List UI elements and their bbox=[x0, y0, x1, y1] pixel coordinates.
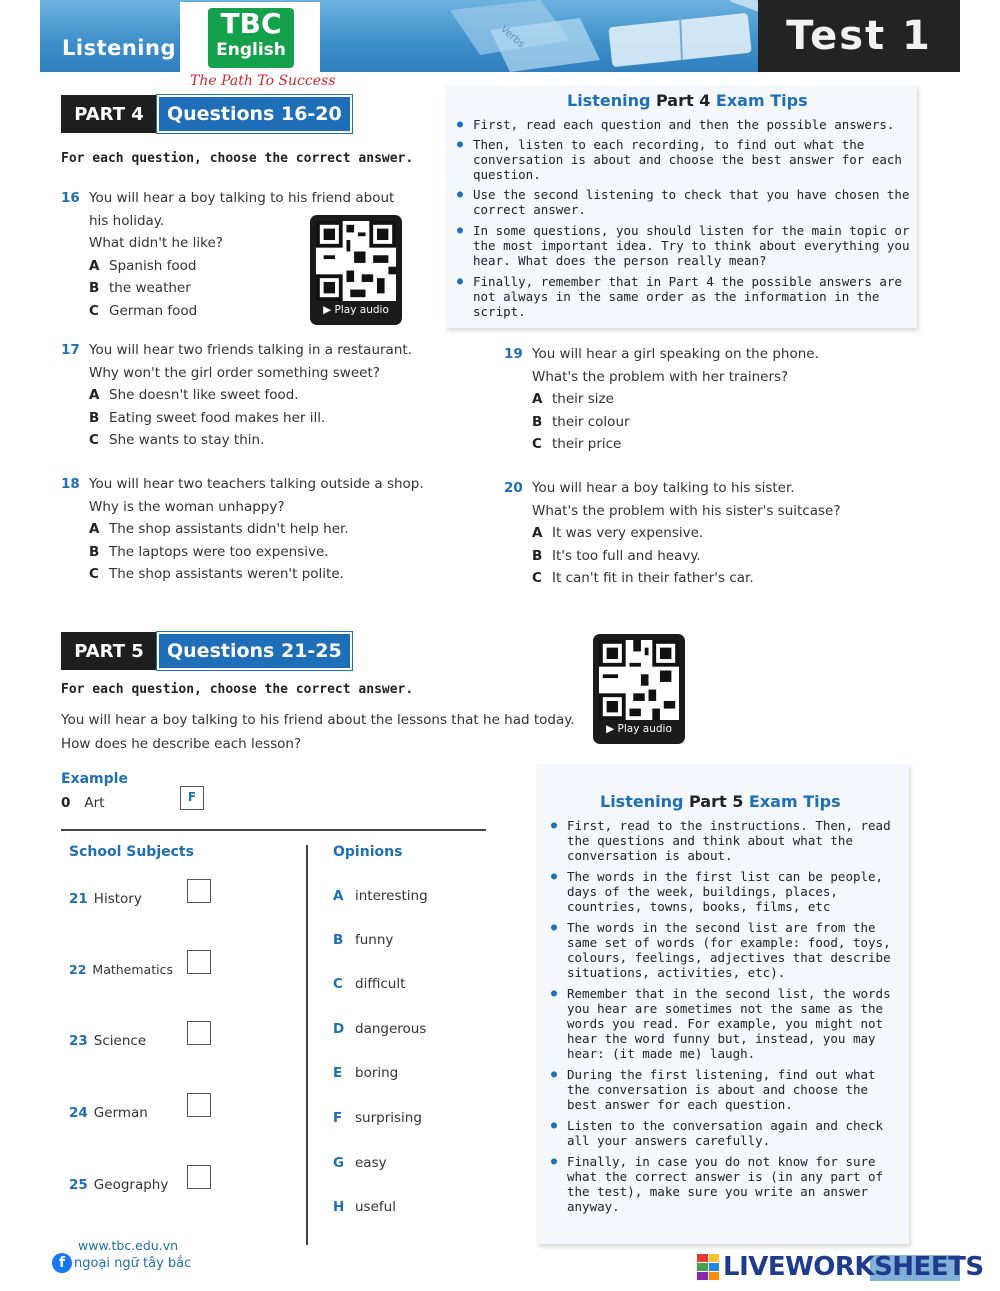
part4-questions-label: Questions 16-20 bbox=[157, 95, 352, 133]
opinion-a: A interesting bbox=[333, 888, 428, 904]
tip-item: ● In some questions, you should listen for the main topic or the most important idea. Try to think about everything you hear. What does the person really mean? bbox=[455, 223, 913, 268]
option-20-c[interactable]: C It can't fit in their father's car. bbox=[532, 570, 754, 586]
question-18: 18 You will hear two teachers talking outside a shop. Why is the woman unhappy? A The shop assistants didn't help her. B The laptops were too expensive. C The shop assistants weren't polite. bbox=[61, 473, 441, 586]
part5-label: PART 5 bbox=[61, 632, 157, 670]
question-19: 19 You will hear a girl speaking on the phone. What's the problem with her trainers? A their size B their colour C their price bbox=[504, 343, 904, 456]
tip-item: ● The words in the first list can be people, days of the week, buildings, places, countries, towns, books, films, etc bbox=[549, 869, 901, 914]
opinion-b: B funny bbox=[333, 932, 394, 948]
divider bbox=[61, 829, 486, 831]
part5-questions-label: Questions 21-25 bbox=[157, 632, 352, 670]
logo-main-text: TBC bbox=[220, 7, 282, 40]
part5-intro-2: How does he describe each lesson? bbox=[61, 736, 302, 752]
part4-header bbox=[61, 95, 352, 133]
option-17-b[interactable]: B Eating sweet food makes her ill. bbox=[89, 409, 326, 426]
opinion-h: H useful bbox=[333, 1199, 396, 1215]
facebook-link[interactable] bbox=[52, 1253, 191, 1273]
play-audio-button[interactable]: ▶ Play audio bbox=[606, 723, 672, 735]
tips-title: Listening Part 4 Exam Tips bbox=[567, 91, 808, 110]
logo-sub-text: English bbox=[216, 40, 286, 60]
tagline: The Path To Success bbox=[190, 73, 336, 89]
play-audio-button[interactable]: ▶ Play audio bbox=[323, 304, 389, 316]
option-17-a[interactable]: A She doesn't like sweet food. bbox=[89, 387, 299, 403]
option-19-c[interactable]: C their price bbox=[532, 436, 622, 452]
column-divider bbox=[306, 845, 308, 1245]
tip-item: ● First, read to the instructions. Then, read the questions and think about what the conversation is about. bbox=[549, 818, 901, 863]
example-label: Example bbox=[61, 771, 128, 787]
facebook-label: ngoại ngữ tây bắc bbox=[74, 1255, 192, 1271]
question-17: 17 You will hear two friends talking in a restaurant. Why won't the girl order something sweet? A She doesn't like sweet food. B Eating sweet food makes her ill. C She wants to stay thin. bbox=[61, 339, 441, 452]
part5-instruction: For each question, choose the correct answer. bbox=[61, 682, 414, 697]
answer-box-21[interactable] bbox=[187, 879, 211, 903]
opinion-f: F surprising bbox=[333, 1110, 422, 1126]
opinion-g: G easy bbox=[333, 1155, 387, 1171]
facebook-icon: f bbox=[52, 1253, 72, 1273]
example-row: 0 Art bbox=[61, 795, 105, 811]
part5-header bbox=[61, 632, 352, 670]
option-17-c[interactable]: C She wants to stay thin. bbox=[89, 432, 265, 448]
deco-word: Verbs bbox=[498, 23, 527, 51]
subject-23: 23 Science bbox=[69, 1033, 147, 1049]
opinion-c: C difficult bbox=[333, 976, 406, 992]
tip-item: ● Use the second listening to check that you have chosen the correct answer. bbox=[455, 187, 913, 217]
school-subjects-header: School Subjects bbox=[69, 844, 194, 860]
tip-item: ● Listen to the conversation again and check all your answers carefully. bbox=[549, 1118, 901, 1148]
part5-intro-1: You will hear a boy talking to his friend about the lessons that he had today. bbox=[61, 712, 575, 728]
tip-item: ● Then, listen to each recording, to find out what the conversation is about and choose the best answer for each question. bbox=[455, 137, 913, 182]
answer-box-25[interactable] bbox=[187, 1165, 211, 1189]
tip-item: ● Finally, in case you do not know for sure what the correct answer is (in any part of the test), make sure you write an answer anyway. bbox=[549, 1154, 901, 1214]
tbc-logo bbox=[180, 2, 320, 72]
question-number: 16 bbox=[61, 190, 80, 206]
example-answer-box: F bbox=[180, 786, 204, 810]
option-20-a[interactable]: A It was very expensive. bbox=[532, 525, 704, 541]
opinions-header: Opinions bbox=[333, 844, 403, 860]
liveworksheets-watermark bbox=[697, 1252, 984, 1282]
option-18-c[interactable]: C The shop assistants weren't polite. bbox=[89, 566, 344, 582]
qr-audio-card-part5[interactable] bbox=[593, 634, 685, 744]
option-16-c[interactable]: C German food bbox=[89, 302, 198, 319]
qr-code-icon bbox=[316, 221, 396, 301]
part5-exam-tips bbox=[537, 764, 909, 1244]
subject-25: 25 Geography bbox=[69, 1177, 169, 1193]
liveworksheets-icon bbox=[697, 1254, 719, 1280]
qr-code-icon bbox=[599, 640, 679, 720]
subject-22: 22 Mathematics bbox=[69, 962, 173, 977]
subject-21: 21 History bbox=[69, 891, 142, 907]
liveworksheets-text: LIVEWORKSHEETS bbox=[723, 1252, 984, 1282]
test-title: Test 1 bbox=[758, 0, 960, 72]
tip-item: ● Remember that in the second list, the words you hear are sometimes not the same as the words you read. For example, you might not hear the word funny but, instead, you may hear: (it made me) laugh. bbox=[549, 986, 901, 1061]
question-20: 20 You will hear a boy talking to his sister. What's the problem with his sister's suitcase? A It was very expensive. B It's too full and heavy. C It can't fit in their father's car. bbox=[504, 477, 904, 590]
tip-item: ● Finally, remember that in Part 4 the possible answers are not always in the same order as the information in the script. bbox=[455, 274, 913, 319]
part4-label: PART 4 bbox=[61, 95, 157, 133]
option-19-a[interactable]: A their size bbox=[532, 391, 614, 407]
tip-item: ● The words in the second list are from the same set of words (for example: food, toys, colours, feelings, adjectives that describe situations, activities, etc). bbox=[549, 920, 901, 980]
question-16: 16 You will hear a boy talking to his friend about his holiday. What didn't he like? A Spanish food B the weather C German food bbox=[61, 187, 301, 322]
answer-box-24[interactable] bbox=[187, 1093, 211, 1117]
answer-box-23[interactable] bbox=[187, 1021, 211, 1045]
option-19-b[interactable]: B their colour bbox=[532, 413, 630, 430]
tip-item: ● First, read each question and then the possible answers. bbox=[455, 117, 913, 132]
option-16-b[interactable]: B the weather bbox=[89, 280, 191, 296]
option-18-a[interactable]: A The shop assistants didn't help her. bbox=[89, 521, 349, 537]
opinion-d: D dangerous bbox=[333, 1021, 427, 1037]
opinion-e: E boring bbox=[333, 1065, 399, 1081]
option-18-b[interactable]: B The laptops were too expensive. bbox=[89, 543, 329, 560]
books-illustration bbox=[430, 0, 800, 72]
part4-exam-tips bbox=[445, 85, 917, 328]
section-title: Listening bbox=[62, 36, 176, 60]
answer-box-22[interactable] bbox=[187, 950, 211, 974]
option-16-a[interactable]: A Spanish food bbox=[89, 257, 197, 274]
tips-title: Listening Part 5 Exam Tips bbox=[600, 792, 841, 811]
qr-audio-card-part4[interactable] bbox=[310, 215, 402, 325]
tip-item: ● During the first listening, find out what the conversation is about and choose the best answer for each question. bbox=[549, 1067, 901, 1112]
subject-24: 24 German bbox=[69, 1105, 148, 1121]
option-20-b[interactable]: B It's too full and heavy. bbox=[532, 547, 701, 564]
website-link[interactable]: www.tbc.edu.vn bbox=[78, 1238, 179, 1253]
part4-instruction: For each question, choose the correct answer. bbox=[61, 151, 414, 166]
